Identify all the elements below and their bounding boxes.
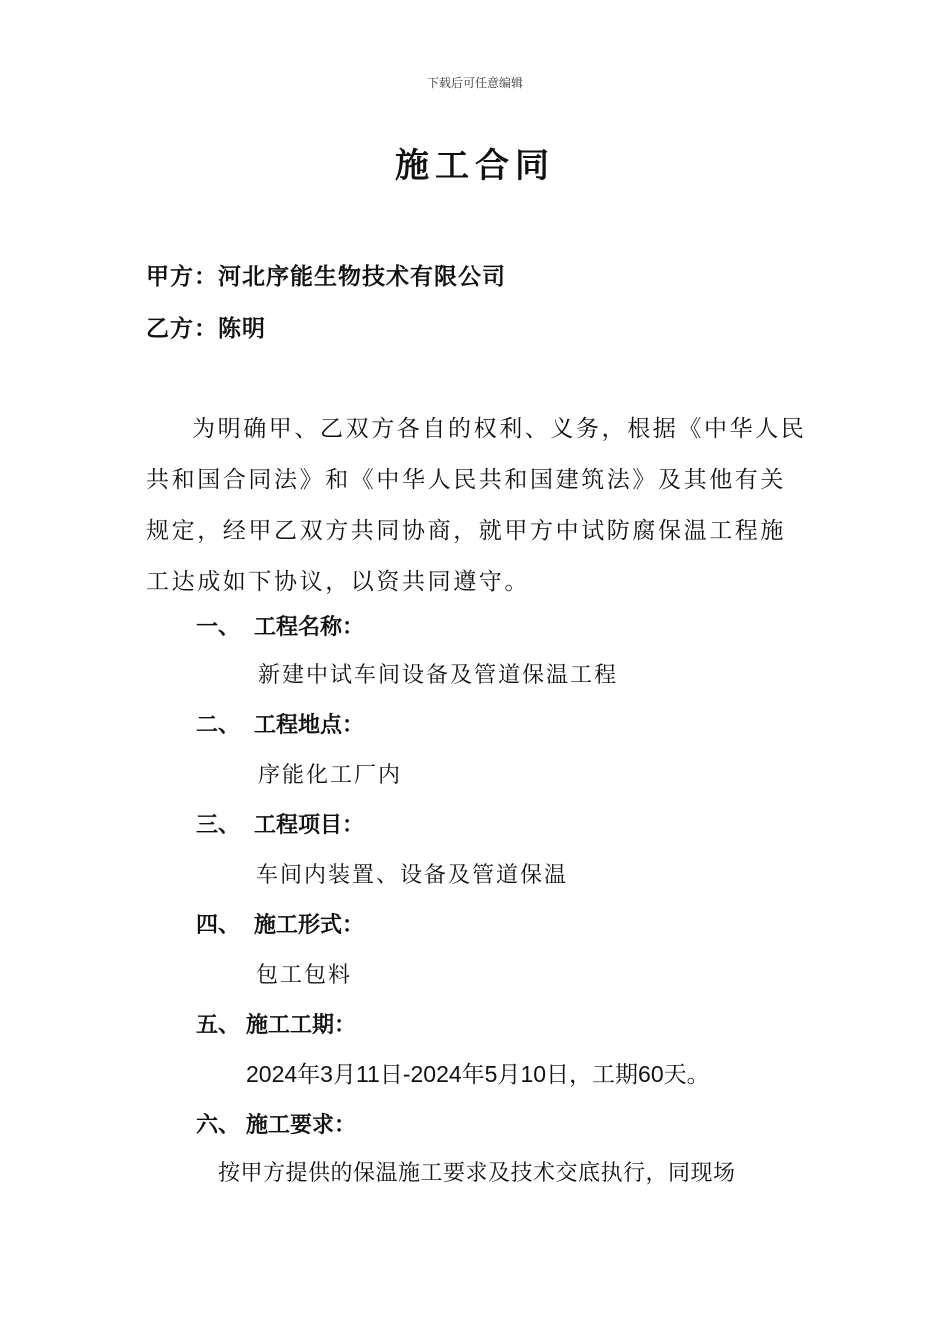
intro-paragraph: 为明确甲、乙双方各自的权利、义务，根据《中华人民共和国合同法》和《中华人民共和国建筑法》及其他有关规定，经甲乙双方共同协商，就甲方中试防腐保温工程施工达成如下协议，以资共同遵守。	[146, 416, 807, 595]
party-b: 乙方：陈明	[146, 316, 266, 342]
party-a: 甲方：河北序能生物技术有限公司	[146, 264, 506, 290]
section-body-construction-requirements: 按甲方提供的保温施工要求及技术交底执行，同现场	[218, 1161, 736, 1186]
section-body-construction-period: 2024年3月11日-2024年5月10日，工期60天。	[246, 1061, 710, 1087]
header-note: 下载后可任意编辑	[426, 76, 523, 90]
section-body-project-items: 车间内装置、设备及管道保温	[256, 863, 569, 888]
section-title: 施工工期：	[246, 1013, 357, 1038]
section-number: 四、	[196, 913, 241, 938]
section-heading-project-name	[196, 610, 364, 641]
section-heading-project-items	[196, 808, 364, 839]
section-number: 六、	[196, 1113, 241, 1138]
section-body-project-location: 序能化工厂内	[258, 763, 403, 788]
section-number: 二、	[196, 713, 241, 738]
section-number: 五、	[196, 1013, 241, 1038]
section-number: 三、	[196, 813, 241, 838]
section-title: 施工要求：	[246, 1113, 357, 1138]
section-heading-construction-period	[196, 1008, 356, 1039]
section-title: 工程项目：	[254, 813, 365, 838]
section-heading-project-location	[196, 708, 364, 739]
section-body-project-name: 新建中试车间设备及管道保温工程	[258, 663, 619, 688]
section-heading-construction-form	[196, 908, 364, 939]
section-heading-construction-requirements	[196, 1108, 356, 1139]
section-number: 一、	[196, 615, 241, 640]
section-body-construction-form: 包工包料	[256, 963, 353, 988]
section-title: 工程名称：	[254, 615, 365, 640]
section-title: 施工形式：	[254, 913, 365, 938]
document-title: 施工合同	[395, 146, 555, 186]
section-title: 工程地点：	[254, 713, 365, 738]
